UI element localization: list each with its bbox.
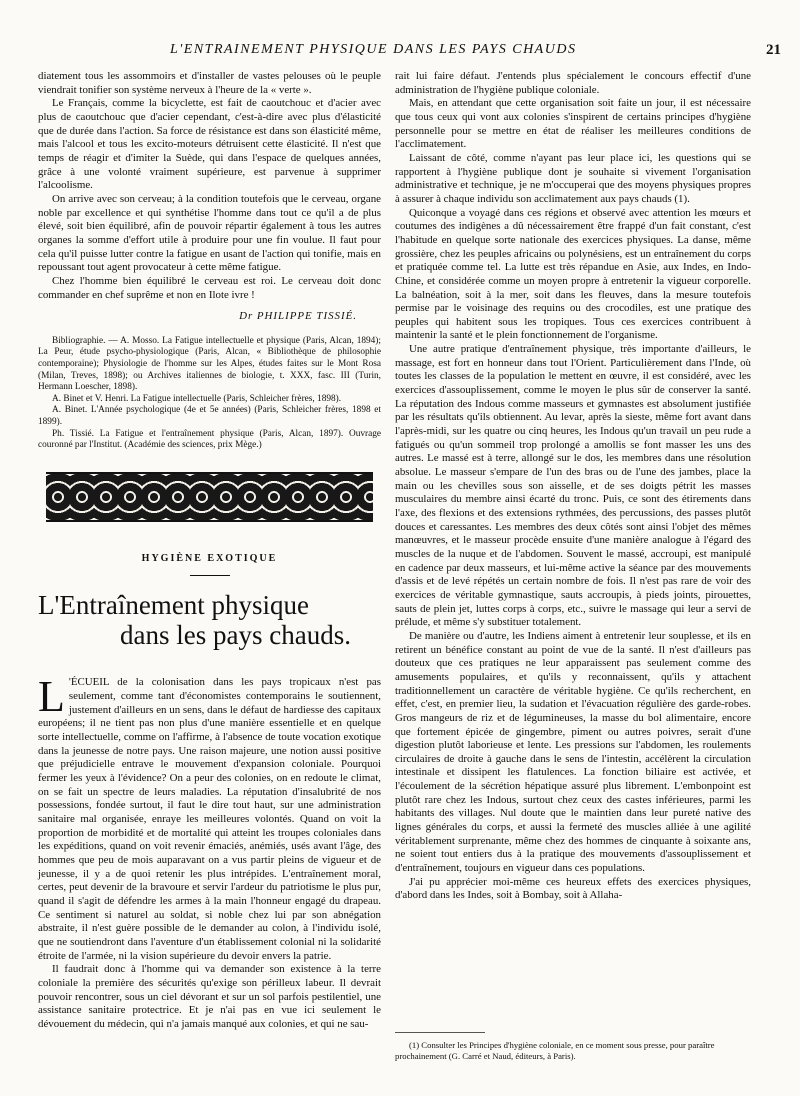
paragraph: Le Français, comme la bicyclette, est fait de caoutchouc et d'acier avec plus de caoutchouc que d'acier cependant, c'est-à-dire avec plus d'élasticité que de durée dans l'action. Sa force de résistance est dans son élasticité même, mais l'alcool et tous les excito-moteurs détruisent cette élasticité. Il n'est que temps de réagir et d'imiter la Suède, qui dans l'espace de quelques années, grâce à une volonté vraiment supérieure, est parvenue à supprimer l'alcoolisme. — [38, 97, 381, 192]
paragraph: rait lui faire défaut. J'entends plus spécialement le concours effectif d'une administration de l'hygiène publique coloniale. — [395, 70, 751, 96]
article-title — [38, 590, 381, 650]
right-column — [395, 70, 751, 903]
drop-cap: L — [38, 672, 65, 722]
article-title-line-1: L'Entraînement physique — [38, 590, 310, 621]
paragraph: Il faudrait donc à l'homme qui va demander son existence à la terre coloniale la première des sécurités qu'exige son périlleux labeur. Il devrait pouvoir rencontrer, sous un ciel dévorant et sur un sol parfois pestilentiel, une assistance sanitaire protectrice. Et je n'ai pas en vue ici seulement le dévouement du médecin, qui n'a jamais manqué aux colonies, et qui ne sau- — [38, 963, 381, 1030]
paragraph: Quiconque a voyagé dans ces régions et observé avec attention les mœurs et coutumes des indigènes a dû nécessairement être frappé d'un fait constant, c'est l'habitude en quelque sorte nationale des exercices physiques. La danse, même grossière, chez les peuples africains ou polynésiens, est un entraînement du corps et pratiquée comme tel. La lutte est très répandue en Asie, aux Indes, en Indo-Chine, et considérée comme un moyen propre à entretenir la vigueur corporelle. La balnéation, soit à la mer, soit dans les fleuves, dans la mesure toutefois permise par le voisinage des requins ou des crocodiles, est une pratique des peuples qui habitent sous les tropiques. Tous ces exercices contribuent à maintenir la santé et le plein fonctionnement de l'organisme. — [395, 206, 751, 342]
article-title-line-2: dans les pays chauds. — [120, 620, 351, 651]
running-title: L'ENTRAINEMENT PHYSIQUE DANS LES PAYS CHAUDS — [170, 42, 577, 57]
footnote-divider — [395, 1032, 485, 1033]
decorative-ornament-band — [46, 472, 373, 522]
paragraph: diatement tous les assommoirs et d'installer de vastes pelouses où le peuple viendrait tonifier son système nerveux à l'heure de la « verte ». — [38, 70, 381, 96]
paragraph: Chez l'homme bien équilibré le cerveau est roi. Le cerveau doit donc commander en chef suprême et non en Ilote ivre ! — [38, 274, 381, 301]
section-label: HYGIÈNE EXOTIQUE — [141, 552, 278, 564]
page-number: 21 — [766, 42, 781, 58]
bibliography-entry: A. Binet et V. Henri. La Fatigue intellectuelle (Paris, Schleicher frères, 1898). — [52, 393, 342, 404]
paragraph: Une autre pratique d'entraînement physique, très importante d'ailleurs, le massage, est fort en honneur dans tout l'Orient. Particulièrement dans l'Inde, où toutes les classes de la population le mettent en œuvre, il est considéré, avec les exercices d'assouplissement, comme le moyen le plus sûr de conserver la santé. La réputation des Indous comme masseurs et gymnastes est absolument justifiée par les résultats qu'ils obtiennent. Au levar, après la sieste, même fort avant dans l'après-midi, sur les quatre ou cinq heures, les Indous qu'un travail un peu rude a fatigués ou qu'un sommeil trop prolongé a amollis se font masser les uns des autres. Le massé est à terre, allongé sur le dos, les membres dans une résolution absolue. Le masseur s'empare de l'un des bras ou de l'une des jambes, place la main ou les chevilles sous son aisselle, et de ses doigts pétrit les masses musculaires du membre ainsi écarté du tronc. Puis, ce sont des étirements dans l'axe, des flexions et des extensions rythmées, des percussions, des passes plutôt douces et caressantes. Les membres des deux côtés sont ainsi l'objet des mêmes manœuvres, et le masseur procède ensuite d'une manière analogue à l'égard des muscles de la nuque et de l'abdomen. Souvent le massé, accroupi, est manipulé en cadence par deux masseurs, et lui-même active la séance par des mouvements d'assis et de levé répétés un certain nombre de fois. Il n'est pas rare de voir des exercices de véritable gymnastique, sauts accroupis, à pieds joints, pirouettes, sauts de plein jet, luttes corps à corps, etc., suivre le massage qui leur a servi de prélude, et même s'y substituer totalement. — [395, 343, 751, 629]
paragraph-with-dropcap — [38, 672, 381, 963]
left-column — [38, 70, 381, 1031]
paragraph: Laissant de côté, comme n'ayant pas leur place ici, les questions qui se rapportent à l'hygiène publique dont je souhaite si vivement l'organisation administrative et technique, je ne m'occuperai que des moyens physiques propres à assurer à chaque individu son acclimatement aux pays chauds (1). — [395, 151, 751, 205]
bibliography-entry: Bibliographie. — A. Mosso. La Fatigue intellectuelle et physique (Paris, Alcan, 1894); La Peur, étude psycho-physiologique (Paris, Alcan, « Bibliothèque de philosophie contemporaine); Physiologie de l'homme sur les Alpes, études faites sur le Mont Rosa (Milan, Treves, 1898); ou Archives italiennes de biologie, t. XXX, fasc. III (Turin, Hermann Loescher, 1898). — [38, 335, 381, 393]
paragraph: Mais, en attendant que cette organisation soit faite un jour, il est nécessaire que tous ceux qui vont aux colonies s'inspirent de certains principes d'hygiène personnelle pour se mettre en état de réaliser les meilleures conditions de l'acclimatement. — [395, 97, 751, 151]
running-header — [0, 40, 800, 62]
paragraph: On arrive avec son cerveau; à la condition toutefois que le cerveau, organe noble par excellence et qui synthétise l'homme dans tout ce qu'il a de plus élevé, soit bien équilibré, afin de pouvoir répartir également à tous les autres organes la somme d'effort utile à produire pour une fin voulue. Il faut pour cela qu'il puisse lutter contre la fatigue en usant de l'action qui tonifie, mais en repoussant tout agent provocateur à cette même fatigue. — [38, 192, 381, 274]
bibliography-entry: A. Binet. L'Année psychologique (4e et 5e années) (Paris, Schleicher frères, 1898 et 1899). — [38, 405, 381, 427]
divider — [190, 575, 230, 576]
bibliography — [38, 336, 381, 452]
paragraph: J'ai pu apprécier moi-même ces heureux effets des exercices physiques, d'abord dans les Indes, soit à Bombay, soit à Allaha- — [395, 875, 751, 902]
footnote: (1) Consulter les Principes d'hygiène coloniale, en ce moment sous presse, pour paraître prochainement (G. Carré et Naud, éditeurs, à Paris). — [395, 1040, 715, 1061]
author-signature: Dr PHILIPPE TISSIÉ. — [239, 310, 357, 323]
bibliography-entry: Ph. Tissié. La Fatigue et l'entraînement physique (Paris, Alcan, 1897). Ouvrage couronné par l'Institut. (Académie des sciences, prix Mège.) — [38, 428, 381, 451]
paragraph-text: 'ÉCUEIL de la colonisation dans les pays tropicaux n'est pas seulement, comme tant d'économistes contemporains le soutiennent, justement d'ailleurs en un sens, dans le défaut de hardiesse des capitaux européens; il ne tient pas non plus d'une manière essentielle et en quelque sorte intellectuelle, comme on l'affirme, à l'absence de toute vocation exotique dans la jeunesse de notre pays. Une raison majeure, une notion aussi positive que préjudicielle entrave le mouvement d'expansion coloniale. Pourquoi fermer les yeux à l'évidence? On a peur des colonies, on en redoute le climat, on se fait un spectre de leurs maladies. La réputation d'insalubrité de nos possessions, fondée surtout, il faut le dire tout haut, sur une administration sanitaire mal organisée, enraye les meilleures volontés. Quand on voit la proportion de morbidité et de mortalité qui atteint les troupes coloniales dans les expéditions, quand on voit revenir émaciés, anémiés, usés avant l'âge, des hommes que peu de mois auparavant on a vus partir pleins de vigueur et de jeunesse, il y a de quoi retenir les plus intrépides. L'entraînement moral, certes, peut devenir de la bravoure et servir l'ardeur du patriotisme le plus pur, quand il s'agit de défendre les armes à la main l'honneur engagé du drapeau. Ce sentiment si naturel au soldat, si noble chez lui par son abnégation abstraite, il n'est guère possible de le demander au colon, à l'individu isolé, que ne soutiendront dans l'aventure d'un établissement colonial ni la solidarité étroite de l'armée, ni la vision supérieure du devoir envers la patrie. — [38, 676, 381, 962]
paragraph: De manière ou d'autre, les Indiens aiment à entretenir leur souplesse, et ils en retirent un bénéfice constant au point de vue de la santé. Il n'est d'ailleurs pas douteux que ces pratiques ne leur apparaissent pas seulement comme des amusements populaires, et qu'ils y reconnaissent, qu'ils y attachent traditionnellement un caractère de véritable hygiène. Ce qu'ils recherchent, en effet, c'est, en premier lieu, la sudation et l'évacuation régulière des garde-robes. Gros mangeurs de riz et de légumineuses, la masse du bol alimentaire, encore que fortement épicée de gingembre, piment ou autres poivres, serait d'une digestion plutôt laborieuse et lente. Les pressions sur l'abdomen, les roulements circulaires de droite à gauche dans le sens de l'intestin, accélèrent la circulation intestinale et dissipent les flatulences. La fonction biliaire est activée, et l'écoulement de la sécrétion hépatique assuré plus librement. L'embonpoint est plutôt rare chez les Indous, surtout chez ceux des castes inférieures, parmi les habitants des villages. Nul doute que le maintien dans leur pureté native des lignes générales du corps, et aussi la fermeté des muscles alliée à une agilité véritablement surprenante, même chez des hommes de cinquante à soixante ans, ne soient tout entiers dus à la pratique des mouvements d'assouplissement et d'entraînement, toujours en vigueur dans ces populations. — [395, 629, 751, 875]
